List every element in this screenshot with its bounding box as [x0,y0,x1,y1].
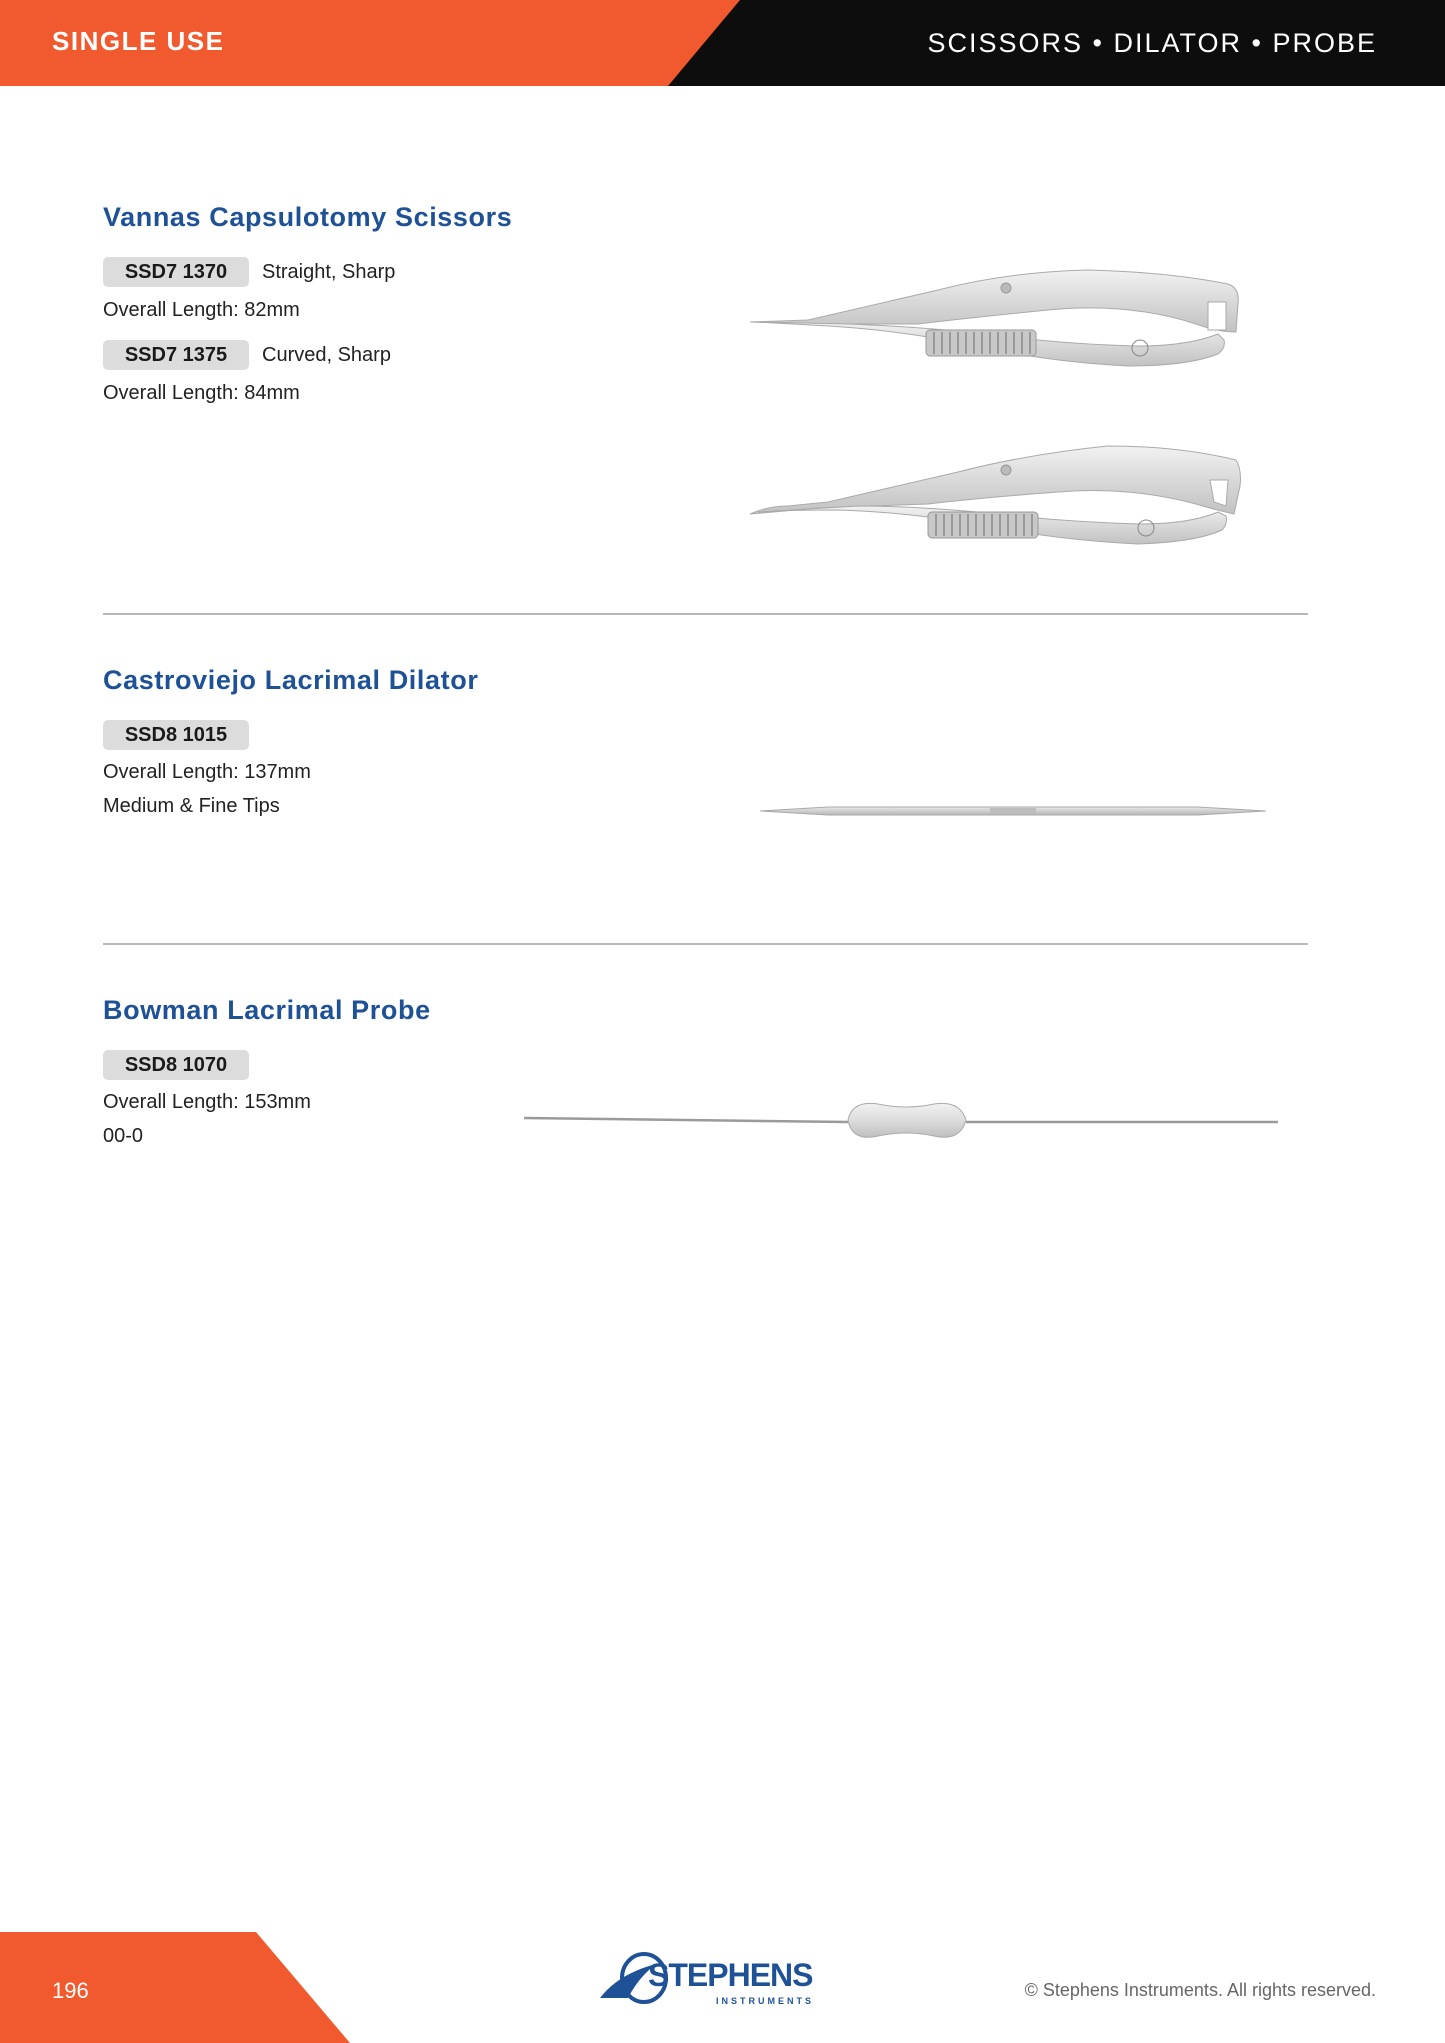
page-number: 196 [52,1978,89,2003]
copyright-notice: © Stephens Instruments. All rights reserved. [1024,1980,1376,2000]
product-length: Overall Length: 82mm [103,299,300,321]
product-code: SSD7 1370 [103,257,249,287]
product-variant [103,1049,1308,1081]
lacrimal-dilator-image [758,798,1268,824]
product-length: Overall Length: 84mm [103,382,300,404]
product-code: SSD7 1375 [103,340,249,370]
page-header [0,0,1445,86]
product-note: 00-0 [103,1125,144,1147]
product-variant [103,719,1308,751]
product-note: Medium & Fine Tips [103,795,280,817]
vannas-scissors-curved-image [748,440,1248,570]
vannas-scissors-straight-image [748,262,1248,392]
section-divider [103,943,1308,945]
product-description: Straight, Sharp [262,260,396,283]
product-title: Castroviejo Lacrimal Dilator [103,665,479,695]
product-title: Vannas Capsulotomy Scissors [103,202,513,232]
product-length: Overall Length: 153mm [103,1091,311,1113]
product-length: Overall Length: 137mm [103,761,311,783]
header-subtitle: SCISSORS • DILATOR • PROBE [927,28,1377,58]
section-divider [103,613,1308,615]
header-category: SINGLE USE [52,26,225,56]
stephens-logo [598,1948,818,2010]
product-code: SSD8 1070 [103,1050,249,1080]
product-description: Curved, Sharp [262,343,391,366]
svg-text:INSTRUMENTS: INSTRUMENTS [716,1996,814,2006]
product-title: Bowman Lacrimal Probe [103,995,431,1025]
product-code: SSD8 1015 [103,720,249,750]
svg-text:STEPHENS: STEPHENS [648,1957,813,1993]
lacrimal-probe-image [522,1094,1282,1154]
